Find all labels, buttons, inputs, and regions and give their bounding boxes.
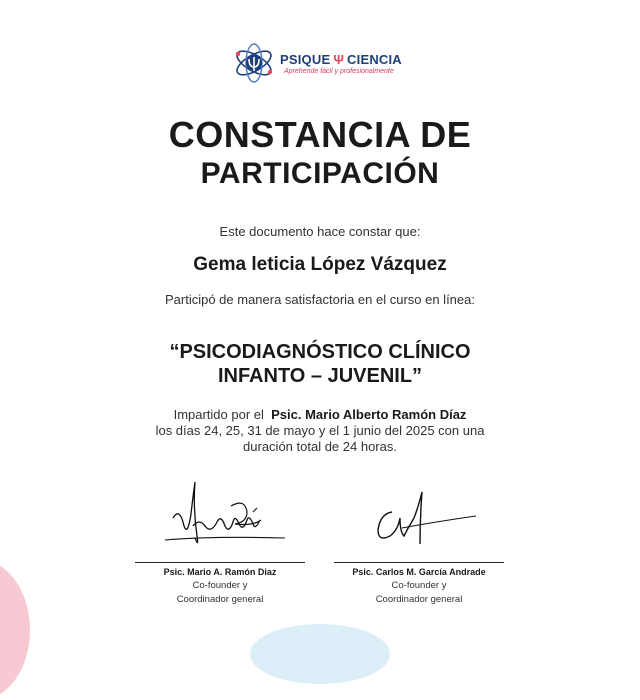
- signatory-role-left-line1: Co-founder y: [192, 580, 248, 591]
- handwritten-signature-right: [334, 478, 504, 560]
- psi-atom-emblem-icon: [232, 40, 276, 86]
- signatory-name-left: Psic. Mario A. Ramón Diaz: [163, 567, 277, 577]
- course-title-line1: “PSICODIAGNÓSTICO CLÍNICO: [169, 341, 471, 363]
- decorative-pink-circle: [0, 560, 30, 700]
- certificate-title-line1: CONSTANCIA DE: [168, 114, 472, 155]
- course-title-line2: INFANTO – JUVENIL”: [217, 365, 423, 387]
- intro-text: Este documento hace constar que:: [219, 224, 421, 239]
- course-title: [0, 340, 640, 388]
- signature-rule-left: [135, 562, 305, 563]
- dates-line: los días 24, 25, 31 de mayo y el 1 junio del 2025 con una: [155, 423, 485, 438]
- taught-by-prefix: Impartido por el: [173, 407, 264, 422]
- signatory-role-left: [135, 579, 305, 607]
- psi-symbol-icon: Ψ: [333, 52, 345, 67]
- signatory-role-left-line2: Coordinador general: [176, 594, 264, 605]
- brand-logo: [232, 40, 412, 86]
- participation-text: Participó de manera satisfactoria en el curso en línea:: [164, 292, 475, 307]
- signatory-role-right: [334, 579, 504, 607]
- signatory-role-right-line2: Coordinador general: [375, 594, 463, 605]
- decorative-blue-circle: [250, 624, 390, 684]
- instructor-line: [0, 407, 640, 423]
- signatory-name-right: Psic. Carlos M. García Andrade: [352, 567, 486, 577]
- logo-tagline: Aprehende fácil y profesionalmente: [284, 68, 394, 75]
- logo-name-left: PSIQUE: [280, 52, 331, 67]
- duration-line: duración total de 24 horas.: [243, 439, 397, 454]
- logo-name-right: CIENCIA: [347, 52, 402, 67]
- instructor-name: Psic. Mario Alberto Ramón Díaz: [271, 407, 467, 422]
- signature-block-right: [334, 478, 504, 607]
- signature-rule-right: [334, 562, 504, 563]
- recipient-name: Gema leticia López Vázquez: [193, 254, 447, 275]
- signatory-role-right-line1: Co-founder y: [391, 580, 447, 591]
- logo-wordmark: [280, 52, 402, 67]
- certificate-title-line2: PARTICIPACIÓN: [200, 157, 440, 190]
- course-details: [0, 407, 640, 455]
- handwritten-signature-left: [135, 478, 305, 560]
- signature-block-left: [135, 478, 305, 607]
